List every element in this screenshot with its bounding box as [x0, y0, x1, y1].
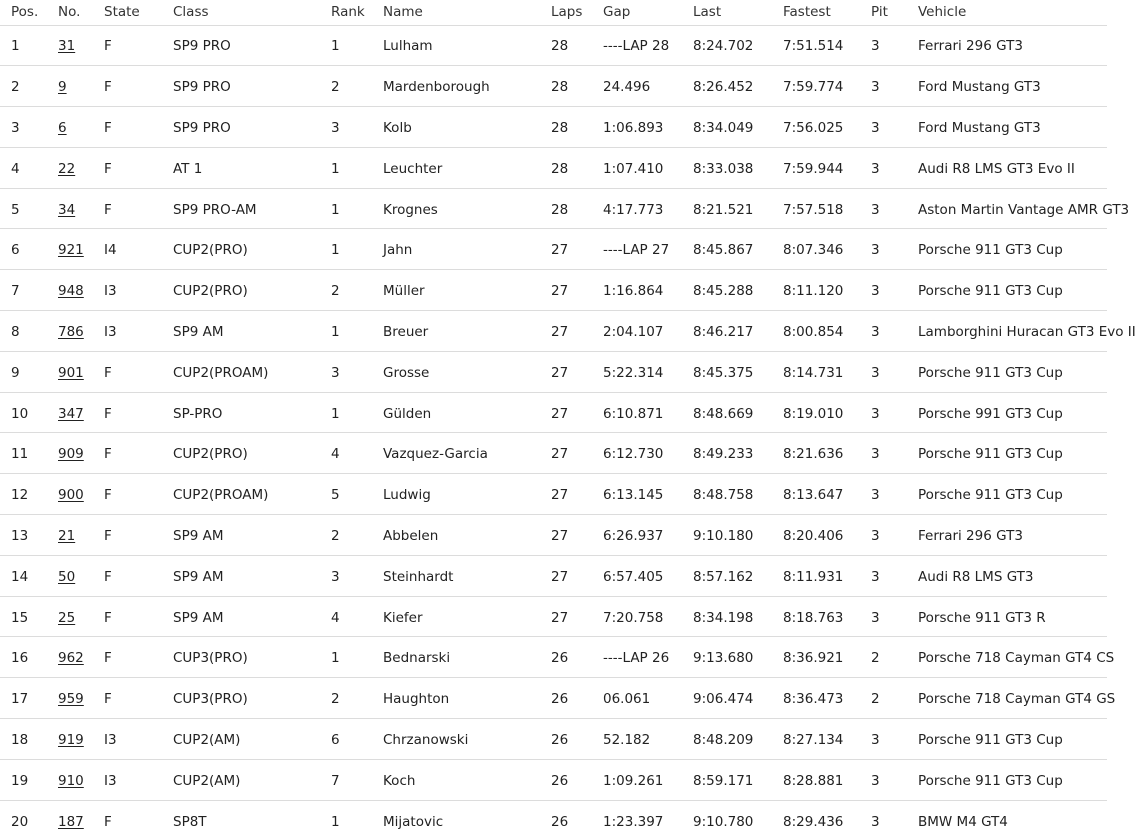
car-number-link[interactable]: 909 — [58, 446, 84, 463]
cell-name: Mijatovic — [383, 813, 444, 830]
cell-class: CUP2(AM) — [173, 719, 331, 760]
cell-rank: 1 — [331, 147, 383, 188]
cell-pos: 19 — [0, 759, 58, 800]
column-header-fastest[interactable]: Fastest — [783, 0, 871, 25]
cell-last: 8:45.375 — [693, 351, 783, 392]
cell-gap: 5:22.314 — [603, 351, 693, 392]
cell-name: Mardenborough — [383, 66, 551, 107]
cell-state: F — [104, 637, 173, 678]
cell-rank: 6 — [331, 719, 383, 760]
table-row — [0, 25, 1107, 66]
cell-last: 8:48.209 — [693, 719, 783, 760]
cell-vehicle: Porsche 911 GT3 R — [918, 596, 1107, 637]
cell-pos: 11 — [0, 433, 58, 474]
cell-vehicle: Ferrari 296 GT3 — [918, 25, 1107, 66]
cell-no — [58, 433, 104, 474]
cell-no — [58, 474, 104, 515]
cell-name: Lulham — [383, 25, 551, 66]
cell-vehicle: BMW M4 GT4 — [918, 813, 1008, 830]
table-row — [0, 229, 1107, 270]
cell-pos: 13 — [0, 515, 58, 556]
cell-fastest: 8:29.436 — [783, 813, 844, 830]
cell-last: 8:24.702 — [693, 25, 783, 66]
cell-laps: 26 — [551, 719, 603, 760]
cell-vehicle: Porsche 718 Cayman GT4 CS — [918, 637, 1107, 678]
cell-class: CUP2(PROAM) — [173, 351, 331, 392]
cell-gap: 4:17.773 — [603, 188, 693, 229]
cell-fastest: 7:51.514 — [783, 25, 871, 66]
column-header-pos[interactable]: Pos. — [0, 0, 58, 25]
cell-vehicle: Porsche 911 GT3 Cup — [918, 351, 1107, 392]
column-header-state[interactable]: State — [104, 0, 173, 25]
cell-name: Vazquez-Garcia — [383, 433, 551, 474]
cell-pit: 3 — [871, 759, 918, 800]
cell-class: CUP3(PRO) — [173, 678, 331, 719]
car-number-link[interactable]: 21 — [58, 527, 76, 544]
cell-rank: 3 — [331, 107, 383, 148]
cell-laps: 28 — [551, 188, 603, 229]
cell-last: 8:48.758 — [693, 474, 783, 515]
cell-vehicle: Porsche 911 GT3 Cup — [918, 719, 1107, 760]
cell-vehicle: Porsche 718 Cayman GT4 GS — [918, 678, 1107, 719]
cell-no — [58, 719, 104, 760]
cell-last: 9:06.474 — [693, 678, 783, 719]
cell-gap: 1:16.864 — [603, 270, 693, 311]
cell-no — [58, 555, 104, 596]
cell-fastest: 7:59.944 — [783, 147, 871, 188]
cell-pos: 20 — [11, 813, 29, 830]
cell-gap: 6:10.871 — [603, 392, 693, 433]
cell-state: I3 — [104, 759, 173, 800]
table-row — [0, 515, 1107, 556]
cell-state: F — [104, 555, 173, 596]
cell-rank: 2 — [331, 515, 383, 556]
cell-state: I4 — [104, 229, 173, 270]
car-number-link[interactable]: 6 — [58, 119, 67, 136]
cell-gap: 6:57.405 — [603, 555, 693, 596]
cell-pit: 3 — [871, 555, 918, 596]
cell-pit: 3 — [871, 515, 918, 556]
cell-fastest: 8:11.931 — [783, 555, 871, 596]
cell-vehicle: Porsche 911 GT3 Cup — [918, 229, 1107, 270]
cell-class: SP9 PRO — [173, 107, 331, 148]
cell-fastest: 7:59.774 — [783, 66, 871, 107]
cell-rank: 2 — [331, 66, 383, 107]
column-header-no[interactable]: No. — [58, 0, 104, 25]
cell-name: Chrzanowski — [383, 719, 551, 760]
cell-vehicle: Ferrari 296 GT3 — [918, 515, 1107, 556]
cell-fastest: 8:13.647 — [783, 474, 871, 515]
column-header-last[interactable]: Last — [693, 0, 783, 25]
column-header-pit[interactable]: Pit — [871, 0, 918, 25]
cell-laps: 27 — [551, 311, 603, 352]
cell-last: 8:49.233 — [693, 433, 783, 474]
cell-class: CUP2(PRO) — [173, 270, 331, 311]
cell-fastest: 8:19.010 — [783, 392, 871, 433]
cell-state: F — [104, 188, 173, 229]
table-header — [0, 0, 1107, 25]
cell-last: 8:57.162 — [693, 555, 783, 596]
cell-last: 8:26.452 — [693, 66, 783, 107]
cell-vehicle: Ford Mustang GT3 — [918, 66, 1107, 107]
cell-fastest: 8:14.731 — [783, 351, 871, 392]
cell-name: Steinhardt — [383, 555, 551, 596]
cell-pit: 3 — [871, 433, 918, 474]
cell-rank: 4 — [331, 433, 383, 474]
cell-state: F — [104, 392, 173, 433]
cell-state: F — [104, 66, 173, 107]
cell-vehicle: Audi R8 LMS GT3 — [918, 555, 1107, 596]
car-number-link[interactable]: 34 — [58, 201, 76, 218]
cell-no — [58, 25, 104, 66]
cell-laps: 27 — [551, 515, 603, 556]
cell-class: SP9 AM — [173, 596, 331, 637]
cell-class: SP9 AM — [173, 311, 331, 352]
cell-pit: 3 — [871, 147, 918, 188]
car-number-link[interactable]: 25 — [58, 609, 76, 626]
cell-fastest: 8:20.406 — [783, 515, 871, 556]
table-row — [0, 555, 1107, 596]
cell-rank: 1 — [331, 229, 383, 270]
cell-fastest: 7:56.025 — [783, 107, 871, 148]
column-header-rank[interactable]: Rank — [331, 0, 383, 25]
cell-pos: 2 — [0, 66, 58, 107]
cell-rank: 1 — [331, 188, 383, 229]
cell-class: SP9 PRO-AM — [173, 188, 331, 229]
cell-no — [58, 188, 104, 229]
cell-last: 9:13.680 — [693, 637, 783, 678]
car-number-link[interactable]: 921 — [58, 242, 84, 259]
column-header-gap[interactable]: Gap — [603, 0, 693, 25]
cell-gap: 6:13.145 — [603, 474, 693, 515]
cell-pos: 3 — [0, 107, 58, 148]
cell-gap: 24.496 — [603, 66, 693, 107]
cell-pos: 5 — [0, 188, 58, 229]
cell-no — [58, 270, 104, 311]
table-row — [0, 637, 1107, 678]
cell-rank: 1 — [331, 25, 383, 66]
cell-state: F — [104, 678, 173, 719]
cell-rank: 3 — [331, 351, 383, 392]
cell-fastest: 7:57.518 — [783, 188, 871, 229]
car-number-link[interactable]: 962 — [58, 650, 84, 667]
cell-pos: 8 — [0, 311, 58, 352]
cell-gap: 52.182 — [603, 719, 693, 760]
cell-no — [58, 147, 104, 188]
cell-fastest: 8:27.134 — [783, 719, 871, 760]
cell-last: 8:59.171 — [693, 759, 783, 800]
cell-pos: 18 — [0, 719, 58, 760]
cell-laps: 27 — [551, 433, 603, 474]
cell-name: Grosse — [383, 351, 551, 392]
cell-no — [58, 392, 104, 433]
cell-fastest: 8:36.473 — [783, 678, 871, 719]
cell-pos: 15 — [0, 596, 58, 637]
cell-no — [58, 351, 104, 392]
cell-gap: 1:06.893 — [603, 107, 693, 148]
cell-name: Gülden — [383, 392, 551, 433]
table-row — [0, 311, 1107, 352]
cell-name: Krognes — [383, 188, 551, 229]
car-number-link[interactable]: 31 — [58, 38, 76, 55]
cell-state: I3 — [104, 719, 173, 760]
table-row — [0, 433, 1107, 474]
cell-gap: 06.061 — [603, 678, 693, 719]
cell-laps: 26 — [551, 813, 569, 830]
cell-fastest: 8:21.636 — [783, 433, 871, 474]
car-number-link[interactable]: 22 — [58, 160, 76, 177]
car-number-link[interactable]: 901 — [58, 364, 84, 381]
cell-fastest: 8:00.854 — [783, 311, 871, 352]
cell-no — [58, 311, 104, 352]
cell-pit: 3 — [871, 107, 918, 148]
car-number-link[interactable]: 50 — [58, 568, 76, 585]
table-row — [0, 107, 1107, 148]
car-number-link[interactable]: 347 — [58, 405, 84, 422]
cell-class: SP9 PRO — [173, 66, 331, 107]
cell-state: F — [104, 351, 173, 392]
cell-last: 9:10.780 — [693, 813, 754, 830]
cell-laps: 27 — [551, 596, 603, 637]
column-header-laps[interactable]: Laps — [551, 0, 603, 25]
cell-vehicle: Porsche 911 GT3 Cup — [918, 433, 1107, 474]
cell-class: CUP2(PROAM) — [173, 474, 331, 515]
cell-rank: 4 — [331, 596, 383, 637]
table-row — [0, 596, 1107, 637]
column-header-vehicle[interactable]: Vehicle — [918, 0, 1107, 25]
cell-no — [58, 229, 104, 270]
cell-vehicle: Porsche 911 GT3 Cup — [918, 759, 1107, 800]
cell-last: 8:34.198 — [693, 596, 783, 637]
cell-state: F — [104, 474, 173, 515]
cell-laps: 27 — [551, 474, 603, 515]
cell-state: F — [104, 515, 173, 556]
car-number-link[interactable]: 187 — [58, 813, 84, 830]
cell-gap: 1:07.410 — [603, 147, 693, 188]
cell-laps: 28 — [551, 25, 603, 66]
cell-class: CUP2(PRO) — [173, 229, 331, 270]
cell-vehicle: Porsche 911 GT3 Cup — [918, 474, 1107, 515]
cell-last: 8:48.669 — [693, 392, 783, 433]
cell-gap: 1:09.261 — [603, 759, 693, 800]
cell-laps: 27 — [551, 270, 603, 311]
cell-vehicle: Aston Martin Vantage AMR GT3 — [918, 188, 1107, 229]
cell-name: Abbelen — [383, 515, 551, 556]
car-number-link[interactable]: 910 — [58, 772, 84, 789]
car-number-link[interactable]: 786 — [58, 323, 84, 340]
cell-gap: 1:23.397 — [603, 813, 664, 830]
cell-gap: 6:26.937 — [603, 515, 693, 556]
cell-state: F — [104, 433, 173, 474]
cell-pos: 14 — [0, 555, 58, 596]
header-row — [0, 0, 1107, 25]
cell-no — [58, 759, 104, 800]
cell-pit: 3 — [871, 392, 918, 433]
cell-name: Haughton — [383, 678, 551, 719]
cell-last: 9:10.180 — [693, 515, 783, 556]
cell-class: SP9 AM — [173, 555, 331, 596]
cell-rank: 1 — [331, 311, 383, 352]
cell-name: Jahn — [383, 229, 551, 270]
cell-pos: 12 — [0, 474, 58, 515]
cell-last: 8:45.288 — [693, 270, 783, 311]
cell-state: F — [104, 25, 173, 66]
table-row — [0, 147, 1107, 188]
cell-no — [58, 596, 104, 637]
cell-laps: 28 — [551, 107, 603, 148]
cell-laps: 26 — [551, 637, 603, 678]
cell-fastest: 8:36.921 — [783, 637, 871, 678]
table-row — [0, 474, 1107, 515]
cell-rank: 1 — [331, 637, 383, 678]
cell-laps: 26 — [551, 759, 603, 800]
cell-state: F — [104, 813, 112, 830]
cell-name: Ludwig — [383, 474, 551, 515]
cell-name: Bednarski — [383, 637, 551, 678]
cell-last: 8:33.038 — [693, 147, 783, 188]
cell-name: Kolb — [383, 107, 551, 148]
cell-gap: 6:12.730 — [603, 433, 693, 474]
cell-no — [58, 107, 104, 148]
cell-vehicle: Porsche 911 GT3 Cup — [918, 270, 1107, 311]
cell-name: Müller — [383, 270, 551, 311]
cell-name: Breuer — [383, 311, 551, 352]
cell-laps: 27 — [551, 392, 603, 433]
cell-pos: 16 — [0, 637, 58, 678]
cell-vehicle: Ford Mustang GT3 — [918, 107, 1107, 148]
cell-fastest: 8:07.346 — [783, 229, 871, 270]
cell-pit: 3 — [871, 813, 880, 830]
cell-pit: 3 — [871, 596, 918, 637]
cell-laps: 28 — [551, 66, 603, 107]
cell-class: AT 1 — [173, 147, 331, 188]
cell-vehicle: Lamborghini Huracan GT3 Evo II — [918, 311, 1107, 352]
car-number-link[interactable]: 900 — [58, 487, 84, 504]
cell-state: F — [104, 107, 173, 148]
cell-fastest: 8:11.120 — [783, 270, 871, 311]
cell-pit: 3 — [871, 229, 918, 270]
table-row — [0, 270, 1107, 311]
cell-pit: 3 — [871, 719, 918, 760]
cell-pit: 3 — [871, 188, 918, 229]
cell-pos: 9 — [0, 351, 58, 392]
table-row — [0, 678, 1107, 719]
cell-last: 8:45.867 — [693, 229, 783, 270]
cell-name: Leuchter — [383, 147, 551, 188]
cell-state: F — [104, 596, 173, 637]
cell-pit: 3 — [871, 474, 918, 515]
table-row — [0, 66, 1107, 107]
cell-pos: 4 — [0, 147, 58, 188]
cell-laps: 27 — [551, 555, 603, 596]
cell-pos: 17 — [0, 678, 58, 719]
cell-vehicle: Audi R8 LMS GT3 Evo II — [918, 147, 1107, 188]
cell-class: SP8T — [173, 813, 207, 830]
table-row — [0, 800, 1107, 840]
cell-pit: 3 — [871, 351, 918, 392]
column-header-class[interactable]: Class — [173, 0, 331, 25]
car-number-link[interactable]: 959 — [58, 691, 84, 708]
cell-gap: 7:20.758 — [603, 596, 693, 637]
cell-laps: 26 — [551, 678, 603, 719]
cell-no — [58, 515, 104, 556]
cell-fastest: 8:28.881 — [783, 759, 871, 800]
cell-rank: 1 — [331, 813, 340, 830]
cell-pit: 3 — [871, 25, 918, 66]
column-header-name[interactable]: Name — [383, 0, 551, 25]
cell-class: SP9 PRO — [173, 25, 331, 66]
cell-last: 8:21.521 — [693, 188, 783, 229]
cell-class: CUP2(AM) — [173, 759, 331, 800]
cell-pit: 2 — [871, 678, 918, 719]
cell-class: SP9 AM — [173, 515, 331, 556]
table-row — [0, 188, 1107, 229]
cell-no — [58, 637, 104, 678]
cell-vehicle: Porsche 991 GT3 Cup — [918, 392, 1107, 433]
car-number-link[interactable]: 948 — [58, 283, 84, 300]
cell-rank: 3 — [331, 555, 383, 596]
table-row — [0, 719, 1107, 760]
cell-pit: 2 — [871, 637, 918, 678]
cell-no — [58, 66, 104, 107]
cell-name: Koch — [383, 759, 551, 800]
cell-pos: 7 — [0, 270, 58, 311]
cell-rank: 7 — [331, 759, 383, 800]
cell-gap: ----LAP 27 — [603, 229, 693, 270]
cell-pos: 1 — [0, 25, 58, 66]
cell-class: CUP3(PRO) — [173, 637, 331, 678]
car-number-link[interactable]: 919 — [58, 731, 84, 748]
cell-laps: 27 — [551, 229, 603, 270]
cell-rank: 5 — [331, 474, 383, 515]
cell-gap: ----LAP 28 — [603, 25, 693, 66]
cell-last: 8:46.217 — [693, 311, 783, 352]
cell-rank: 2 — [331, 270, 383, 311]
cell-class: SP-PRO — [173, 392, 331, 433]
cell-rank: 2 — [331, 678, 383, 719]
cell-name: Kiefer — [383, 596, 551, 637]
cell-laps: 27 — [551, 351, 603, 392]
cell-state: F — [104, 147, 173, 188]
cell-laps: 28 — [551, 147, 603, 188]
cell-no — [58, 678, 104, 719]
table-body — [0, 25, 1136, 840]
cell-pit: 3 — [871, 270, 918, 311]
table-row — [0, 392, 1107, 433]
cell-fastest: 8:18.763 — [783, 596, 871, 637]
cell-state: I3 — [104, 270, 173, 311]
table-row — [0, 759, 1107, 800]
cell-rank: 1 — [331, 392, 383, 433]
table-row — [0, 351, 1107, 392]
cell-no — [58, 800, 104, 840]
cell-gap: 2:04.107 — [603, 311, 693, 352]
cell-class: CUP2(PRO) — [173, 433, 331, 474]
cell-pit: 3 — [871, 311, 918, 352]
cell-pit: 3 — [871, 66, 918, 107]
car-number-link[interactable]: 9 — [58, 79, 67, 96]
cell-gap: ----LAP 26 — [603, 637, 693, 678]
cell-pos: 6 — [0, 229, 58, 270]
cell-pos: 10 — [0, 392, 58, 433]
cell-last: 8:34.049 — [693, 107, 783, 148]
cell-state: I3 — [104, 311, 173, 352]
